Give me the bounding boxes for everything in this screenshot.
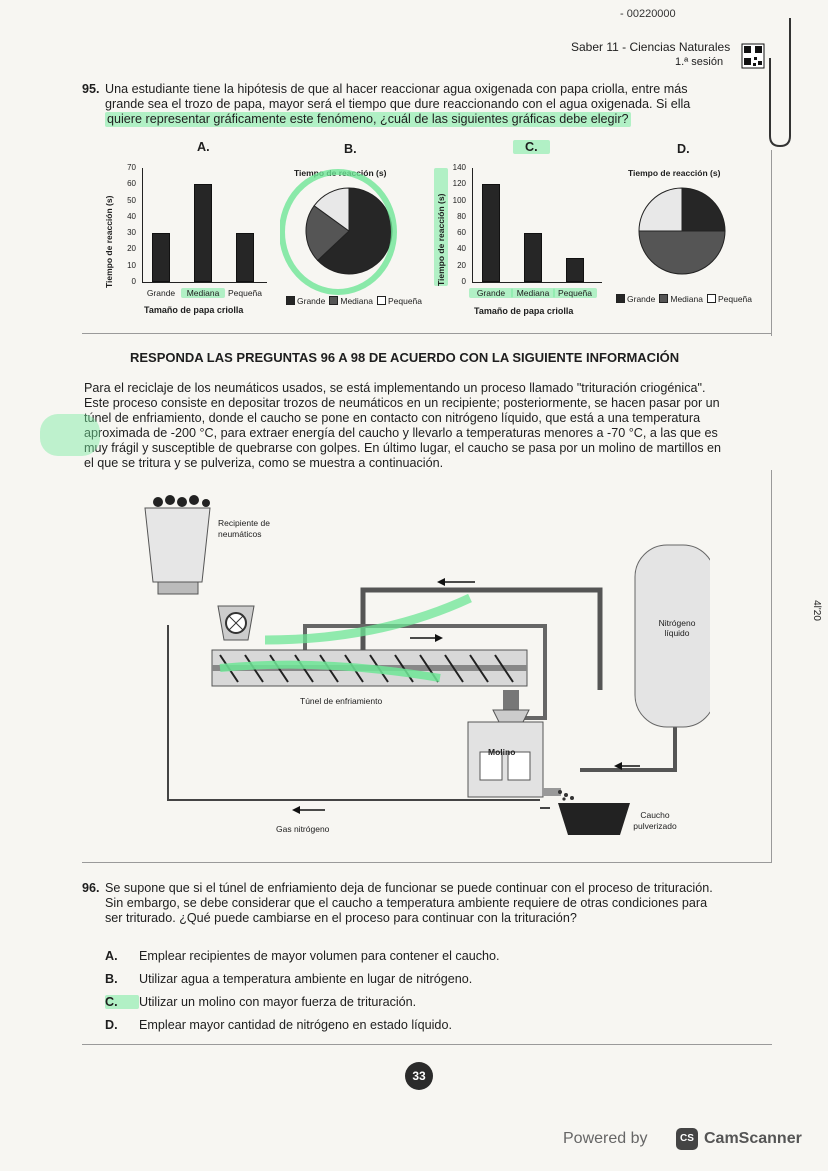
chart-a-xlabel: Tamaño de papa criolla: [144, 305, 244, 315]
pieD-slice-mediana: [639, 231, 725, 274]
q96-option-a[interactable]: A. Emplear recipientes de mayor volumen para contener el caucho.: [105, 949, 500, 963]
chartC-ytick: 140: [452, 163, 466, 172]
option-d-label: D.: [677, 142, 690, 156]
q96-option-b[interactable]: B. Utilizar agua a temperatura ambiente en lugar de nitrógeno.: [105, 972, 473, 986]
chartC-bar: [524, 233, 542, 282]
page-number: 33: [405, 1062, 433, 1090]
side-code: 4l'20: [810, 600, 822, 621]
chartA-ytick: 20: [127, 244, 136, 254]
label-tunnel: Túnel de enfriamiento: [300, 696, 383, 706]
chartA-category-label: Pequeña: [227, 288, 263, 298]
chartA-ytick: 70: [127, 163, 136, 172]
camscanner-logo-icon: CS: [676, 1128, 698, 1150]
chart-a: [100, 160, 275, 320]
label-nitrogen-tank: Nitrógeno líquido: [658, 618, 696, 638]
chart-c-ylabel: Tiempo de reacción (s): [436, 193, 446, 286]
q96-option-c[interactable]: C. Utilizar un molino con mayor fuerza de trituración.: [105, 995, 417, 1009]
label-recipient: Recipiente de neumáticos: [218, 518, 270, 539]
chartA-ytick: 60: [127, 179, 136, 189]
chart-a-ylabel: Tiempo de reacción (s): [104, 195, 114, 288]
chartA-ytick: 0: [131, 277, 136, 286]
chartC-ytick: 40: [457, 244, 466, 254]
chart-b-legend: Grande Mediana Pequeña: [282, 296, 422, 306]
paper-clip-icon: [762, 18, 796, 150]
chartC-category-label: Mediana: [511, 288, 555, 298]
q96-line3: ser triturado. ¿Qué puede cambiarse en el proceso para continuar con la trituración?: [105, 911, 577, 925]
chartC-category-label: Pequeña: [553, 288, 597, 298]
q95-number: 95.: [82, 82, 100, 96]
pieD-slice-pequeña: [639, 188, 682, 231]
header-code: - 00220000: [620, 8, 676, 20]
footer-powered: Powered by: [563, 1130, 648, 1147]
section-heading: RESPONDA LAS PREGUNTAS 96 A 98 DE ACUERDO CON LA SIGUIENTE INFORMACIÓN: [130, 350, 680, 365]
chartC-ytick: 120: [452, 179, 466, 189]
header-title: Saber 11 - Ciencias Naturales: [571, 40, 731, 54]
q96-line1: Se supone que si el túnel de enfriamiento deja de funcionar se puede continuar con el proceso de trituración.: [105, 881, 713, 895]
q96-line2: Sin embargo, se debe considerar que el caucho a temperatura ambiente requiere de otras condiciones para: [105, 896, 708, 910]
chartA-bar: [194, 184, 212, 282]
footer-brand: CamScanner: [704, 1130, 802, 1147]
chartA-ytick: 40: [127, 211, 136, 221]
chartA-ytick: 10: [127, 260, 136, 270]
q96-number: 96.: [82, 881, 100, 895]
chartA-ytick: 30: [127, 228, 136, 238]
chart-b: [282, 160, 432, 320]
chartC-ytick: 0: [461, 277, 466, 286]
option-a-label: A.: [197, 140, 210, 154]
chartA-ytick: 50: [127, 195, 136, 205]
q96-option-d[interactable]: D. Emplear mayor cantidad de nitrógeno en estado líquido.: [105, 1018, 452, 1032]
chartA-bar: [236, 233, 254, 282]
chartA-bar: [152, 233, 170, 282]
chart-d: [612, 160, 767, 320]
chartC-ytick: 60: [457, 228, 466, 238]
section-line2: Este proceso consiste en depositar trozos de neumáticos en un recipiente; posteriormente, se hacen pasar por un: [84, 396, 720, 410]
option-b-label: B.: [344, 142, 357, 156]
label-output: Caucho pulverizado: [633, 810, 677, 831]
chart-c-xlabel: Tamaño de papa criolla: [474, 306, 574, 316]
header-session: 1.ª sesión: [675, 56, 724, 68]
chartC-ytick: 80: [457, 211, 466, 221]
chartC-category-label: Grande: [469, 288, 513, 298]
q95-line1: Una estudiante tiene la hipótesis de que al hacer reaccionar agua oxigenada con papa criolla, entre más: [105, 82, 688, 96]
section-line6: el que se tritura y se pulveriza, como se muestra a continuación.: [84, 456, 444, 470]
chart-b-title: Tiempo de reacción (s): [294, 168, 387, 178]
chartC-ytick: 20: [457, 260, 466, 270]
chart-d-title: Tiempo de reacción (s): [628, 168, 721, 178]
label-gas: Gas nitrógeno: [276, 824, 330, 834]
chartC-bar: [482, 184, 500, 282]
option-c-label: C.: [513, 140, 550, 154]
section-line5: muy frágil y susceptible de quebrarse con golpes. En último lugar, el caucho se pasa por un molino de martillos en: [84, 441, 722, 455]
chartC-bar: [566, 258, 584, 282]
section-line1: Para el reciclaje de los neumáticos usados, se está implementando un proceso llamado "trituración criogénica".: [84, 381, 706, 395]
label-mill: Molino: [488, 747, 516, 757]
q95-line2: grande sea el trozo de papa, mayor será el tiempo que dure reaccionando con el agua oxigenada. Si ella: [105, 97, 691, 111]
chart-c: [432, 160, 612, 320]
section-line3: túnel de enfriamiento, donde el caucho se pone en contacto con nitrógeno líquido, que está a una temperatura: [84, 411, 701, 425]
chart-d-legend: Grande Mediana Pequeña: [612, 294, 752, 304]
chartA-category-label: Mediana: [181, 288, 225, 298]
process-diagram: [120, 490, 710, 840]
pieD-slice-grande: [682, 188, 725, 231]
chartC-ytick: 100: [452, 195, 466, 205]
chartA-category-label: Grande: [146, 288, 176, 298]
section-line4: aproximada de -200 °C, para extraer energía del caucho y llevarlo a temperaturas menores a -70 °C, a las que es: [84, 426, 718, 440]
q95-line3: quiere representar gráficamente este fenómeno, ¿cuál de las siguientes gráficas debe elegir?: [107, 112, 629, 126]
